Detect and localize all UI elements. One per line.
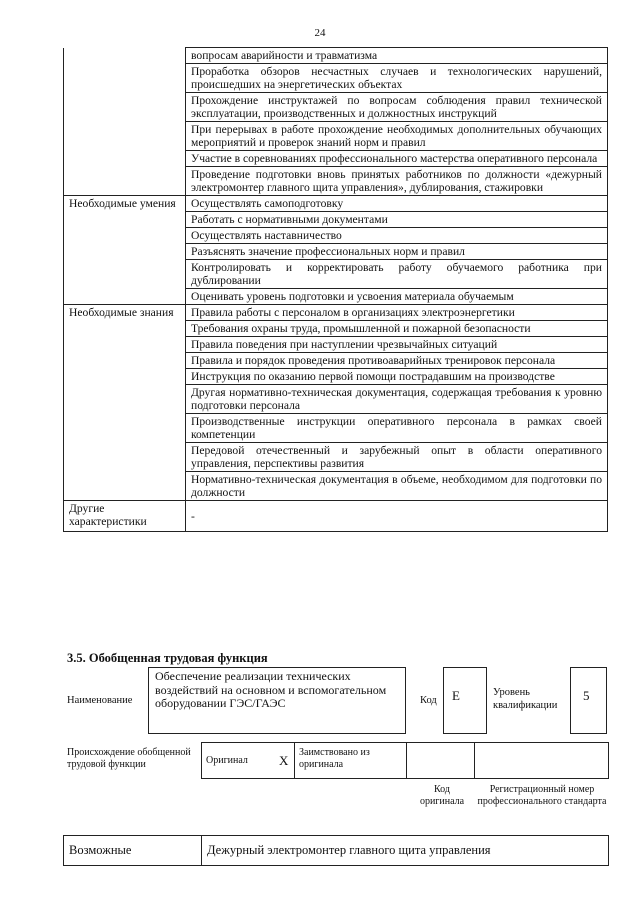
row-text: Инструкция по оказанию первой помощи пострадавшим на производстве	[186, 369, 608, 385]
row-label	[64, 414, 186, 443]
table-row	[64, 151, 608, 167]
table-row	[64, 369, 608, 385]
section-heading: 3.5. Обобщенная трудовая функция	[67, 651, 268, 665]
row-text: Осуществлять самоподготовку	[186, 196, 608, 212]
row-text: Передовой отечественный и зарубежный опыт в области оперативного управления, перспективы развития	[186, 443, 608, 472]
function-name-value: Обеспечение реализации технических воздействий на основном и вспомогательном оборудовании ГЭС/ГАЭС	[148, 667, 406, 734]
row-label	[64, 385, 186, 414]
row-label	[64, 48, 186, 64]
table-row	[64, 337, 608, 353]
row-label	[64, 64, 186, 93]
row-text: Правила поведения при наступлении чрезвычайных ситуаций	[186, 337, 608, 353]
origin-original-label: Оригинал	[202, 743, 274, 779]
competency-table	[63, 47, 608, 532]
table-row	[64, 228, 608, 244]
table-row	[64, 501, 608, 532]
table-row	[64, 93, 608, 122]
row-text: Контролировать и корректировать работу обучаемого работника при дублировании	[186, 260, 608, 289]
row-label	[64, 151, 186, 167]
row-text: Проведение подготовки вновь принятых работников по должности «дежурный электромонтер главного щита управления», дублирования, стажировки	[186, 167, 608, 196]
level-value: 5	[570, 667, 607, 734]
row-label	[64, 321, 186, 337]
origin-mark: X	[274, 743, 295, 779]
name-label: Наименование	[67, 695, 133, 706]
code-label: Код	[420, 695, 437, 706]
table-row	[64, 212, 608, 228]
row-label	[64, 289, 186, 305]
level-label: Уровень квалификации	[493, 687, 558, 711]
row-label	[64, 212, 186, 228]
row-label	[64, 443, 186, 472]
row-label	[64, 167, 186, 196]
row-text: Участие в соревнованиях профессионального мастерства оперативного персонала	[186, 151, 608, 167]
code-original-cell	[407, 743, 475, 779]
table-row	[64, 64, 608, 93]
row-text: Правила и порядок проведения противоаварийных тренировок персонала	[186, 353, 608, 369]
table-row	[64, 472, 608, 501]
reg-number-caption: Регистрационный номер профессионального стандарта	[477, 784, 607, 807]
row-text: Прохождение инструктажей по вопросам соблюдения правил технической эксплуатации, производственных и должностных инструкций	[186, 93, 608, 122]
table-row	[64, 385, 608, 414]
table-row	[64, 122, 608, 151]
possible-label: Возможные	[64, 836, 202, 866]
row-text: вопросам аварийности и травматизма	[186, 48, 608, 64]
table-row	[64, 414, 608, 443]
row-text: Нормативно-техническая документация в объеме, необходимом для подготовки по должности	[186, 472, 608, 501]
table-row	[64, 48, 608, 64]
row-label	[64, 93, 186, 122]
row-label	[64, 337, 186, 353]
origin-borrowed-label: Заимствовано из оригинала	[295, 743, 407, 779]
table-row	[64, 353, 608, 369]
other-characteristics-label: Другие характеристики	[64, 501, 186, 532]
row-text: Производственные инструкции оперативного персонала в рамках своей компетенции	[186, 414, 608, 443]
bottom-table	[63, 835, 609, 866]
row-label	[64, 122, 186, 151]
possible-value: Дежурный электромонтер главного щита управления	[202, 836, 609, 866]
row-text: При перерывах в работе прохождение необходимых дополнительных обучающих мероприятий и проверок знаний норм и правил	[186, 122, 608, 151]
table-row	[64, 443, 608, 472]
row-label	[64, 244, 186, 260]
row-text: Требования охраны труда, промышленной и пожарной безопасности	[186, 321, 608, 337]
table-row	[64, 289, 608, 305]
row-text: Другая нормативно-техническая документация, содержащая требования к уровню подготовки персонала	[186, 385, 608, 414]
page-number: 24	[314, 27, 326, 39]
row-label	[64, 228, 186, 244]
table-row	[64, 196, 608, 212]
row-label	[64, 369, 186, 385]
table-row	[64, 167, 608, 196]
reg-number-cell	[475, 743, 609, 779]
skills-label: Необходимые умения	[64, 196, 186, 212]
table-row	[64, 321, 608, 337]
row-label	[64, 472, 186, 501]
table-row	[64, 260, 608, 289]
origin-label: Происхождение обобщенной трудовой функции	[67, 747, 191, 770]
origin-table	[201, 742, 609, 779]
row-text: -	[186, 501, 608, 532]
table-row	[64, 305, 608, 321]
row-text: Оценивать уровень подготовки и усвоения материала обучаемым	[186, 289, 608, 305]
row-text: Проработка обзоров несчастных случаев и технологических нарушений, происшедших на энергетических объектах	[186, 64, 608, 93]
table-row	[64, 244, 608, 260]
row-text: Разъяснять значение профессиональных норм и правил	[186, 244, 608, 260]
code-original-caption: Код оригинала	[419, 784, 465, 807]
row-label	[64, 353, 186, 369]
knowledge-label: Необходимые знания	[64, 305, 186, 321]
row-text: Правила работы с персоналом в организациях электроэнергетики	[186, 305, 608, 321]
row-text: Работать с нормативными документами	[186, 212, 608, 228]
row-text: Осуществлять наставничество	[186, 228, 608, 244]
row-label	[64, 260, 186, 289]
code-value: E	[443, 667, 487, 734]
